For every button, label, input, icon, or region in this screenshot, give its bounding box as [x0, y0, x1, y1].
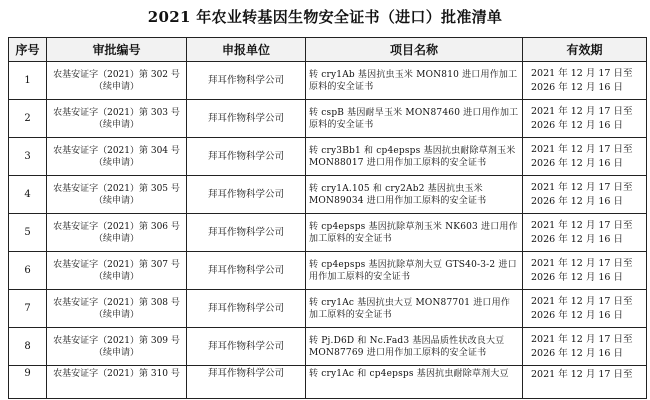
applicant: 拜耳作物科学公司 [187, 138, 306, 176]
valid-to: 2026 年 12 月 16 日 [531, 271, 623, 283]
table-row [9, 290, 647, 328]
valid-to: 2026 年 12 月 16 日 [531, 119, 623, 131]
table-row [9, 62, 647, 100]
validity-cell [523, 366, 647, 399]
valid-from: 2021 年 12 月 17 日至 [531, 67, 633, 79]
column-header-validity: 有效期 [523, 38, 647, 62]
validity-cell [523, 214, 647, 252]
applicant: 拜耳作物科学公司 [187, 100, 306, 138]
approval-note: （续申请） [93, 233, 139, 244]
valid-from: 2021 年 12 月 17 日至 [531, 219, 633, 231]
table-row [9, 138, 647, 176]
validity-cell [523, 176, 647, 214]
approval-number: 农基安证字（2021）第 308 号 [53, 297, 180, 308]
approval-note: （续申请） [93, 195, 139, 206]
applicant: 拜耳作物科学公司 [187, 328, 306, 366]
table-row [9, 366, 647, 399]
applicant: 拜耳作物科学公司 [187, 366, 306, 399]
applicant: 拜耳作物科学公司 [187, 176, 306, 214]
project-name: 转 cry1Ab 基因抗虫玉米 MON810 进口用作加工原料的安全证书 [306, 62, 523, 100]
row-index: 2 [9, 100, 47, 138]
project-name: 转 cry3Bb1 和 cp4epsps 基因抗虫耐除草剂玉米 MON88017 进口用作加工原料的安全证书 [306, 138, 523, 176]
project-name: 转 cp4epsps 基因抗除草剂大豆 GTS40-3-2 进口用作加工原料的安全证书 [306, 252, 523, 290]
valid-to: 2026 年 12 月 16 日 [531, 157, 623, 169]
valid-to: 2026 年 12 月 16 日 [531, 233, 623, 245]
validity-cell [523, 138, 647, 176]
valid-from: 2021 年 12 月 17 日至 [531, 295, 633, 307]
approval-number-cell [47, 100, 187, 138]
approval-note: （续申请） [93, 119, 139, 130]
table-row [9, 176, 647, 214]
column-header-index: 序号 [9, 38, 47, 62]
valid-to: 2026 年 12 月 16 日 [531, 195, 623, 207]
row-index: 8 [9, 328, 47, 366]
validity-cell [523, 62, 647, 100]
valid-to: 2026 年 12 月 16 日 [531, 81, 623, 93]
valid-from: 2021 年 12 月 17 日至 [531, 257, 633, 269]
row-index: 9 [9, 366, 47, 399]
approval-table [8, 37, 647, 399]
approval-number: 农基安证字（2021）第 307 号 [53, 259, 180, 270]
row-index: 3 [9, 138, 47, 176]
approval-number: 农基安证字（2021）第 303 号 [53, 107, 180, 118]
validity-cell [523, 328, 647, 366]
table-row [9, 328, 647, 366]
applicant: 拜耳作物科学公司 [187, 290, 306, 328]
valid-to: 2026 年 12 月 16 日 [531, 347, 623, 359]
applicant: 拜耳作物科学公司 [187, 252, 306, 290]
approval-number: 农基安证字（2021）第 310 号 [53, 369, 180, 379]
approval-number: 农基安证字（2021）第 309 号 [53, 335, 180, 346]
applicant: 拜耳作物科学公司 [187, 214, 306, 252]
approval-number-cell [47, 176, 187, 214]
approval-number-cell [47, 328, 187, 366]
project-name: 转 cp4epsps 基因抗除草剂玉米 NK603 进口用作加工原料的安全证书 [306, 214, 523, 252]
validity-cell [523, 252, 647, 290]
valid-to: 2026 年 12 月 16 日 [531, 309, 623, 321]
column-header-project-name: 项目名称 [306, 38, 523, 62]
approval-number-cell [47, 62, 187, 100]
valid-from: 2021 年 12 月 17 日至 [531, 105, 633, 117]
approval-note: （续申请） [93, 309, 139, 320]
table-header-row [9, 38, 647, 62]
approval-note: （续申请） [93, 81, 139, 92]
table-row [9, 252, 647, 290]
row-index: 6 [9, 252, 47, 290]
approval-note: （续申请） [93, 271, 139, 282]
table-row [9, 214, 647, 252]
valid-from: 2021 年 12 月 17 日至 [531, 369, 633, 380]
approval-number-cell [47, 138, 187, 176]
applicant: 拜耳作物科学公司 [187, 62, 306, 100]
valid-from: 2021 年 12 月 17 日至 [531, 181, 633, 193]
approval-number-cell [47, 252, 187, 290]
column-header-approval-number: 审批编号 [47, 38, 187, 62]
approval-note: （续申请） [93, 157, 139, 168]
valid-from: 2021 年 12 月 17 日至 [531, 333, 633, 345]
project-name: 转 Pj.D6D 和 Nc.Fad3 基因品质性状改良大豆 MON87769 进口用作加工原料的安全证书 [306, 328, 523, 366]
approval-number-cell [47, 366, 187, 399]
approval-number: 农基安证字（2021）第 302 号 [53, 69, 180, 80]
document-title: 2021 年农业转基因生物安全证书（进口）批准清单 [147, 8, 503, 26]
validity-cell [523, 100, 647, 138]
project-name: 转 cry1A.105 和 cry2Ab2 基因抗虫玉米 MON89034 进口用作加工原料的安全证书 [306, 176, 523, 214]
table-row [9, 100, 647, 138]
approval-number-cell [47, 214, 187, 252]
validity-cell [523, 290, 647, 328]
row-index: 1 [9, 62, 47, 100]
approval-number: 农基安证字（2021）第 305 号 [53, 183, 180, 194]
valid-from: 2021 年 12 月 17 日至 [531, 143, 633, 155]
approval-note: （续申请） [93, 347, 139, 358]
approval-number-cell [47, 290, 187, 328]
row-index: 4 [9, 176, 47, 214]
project-name: 转 cry1Ac 和 cp4epsps 基因抗虫耐除草剂大豆 [306, 366, 523, 399]
project-name: 转 cry1Ac 基因抗虫大豆 MON87701 进口用作加工原料的安全证书 [306, 290, 523, 328]
approval-number: 农基安证字（2021）第 306 号 [53, 221, 180, 232]
column-header-applicant: 申报单位 [187, 38, 306, 62]
row-index: 7 [9, 290, 47, 328]
row-index: 5 [9, 214, 47, 252]
approval-number: 农基安证字（2021）第 304 号 [53, 145, 180, 156]
project-name: 转 cspB 基因耐旱玉米 MON87460 进口用作加工原料的安全证书 [306, 100, 523, 138]
